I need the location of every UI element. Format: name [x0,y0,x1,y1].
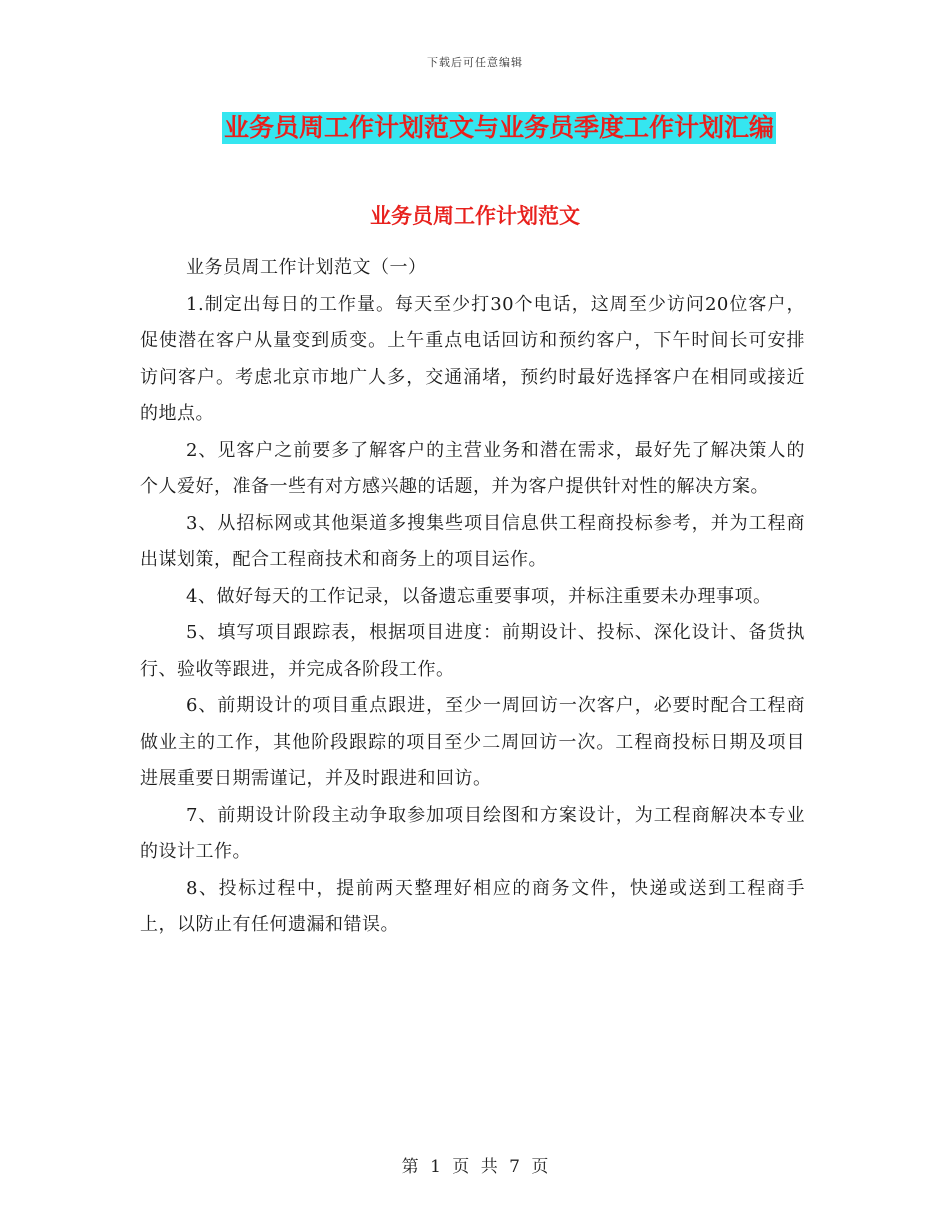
paragraph-item-5: 5、填写项目跟踪表，根据项目进度：前期设计、投标、深化设计、备货执行、验收等跟进，并完成各阶段工作。 [140,622,805,680]
paragraph-item-1: 1.制定出每日的工作量。每天至少打30个电话，这周至少访问20位客户，促使潜在客户从量变到质变。上午重点电话回访和预约客户，下午时间长可安排访问客户。考虑北京市地广人多，交通涌堵，预约时最好选择客户在相同或接近的地点。 [140,293,805,424]
paragraph-item-2: 2、见客户之前要多了解客户的主营业务和潜在需求，最好先了解决策人的个人爱好，准备一些有对方感兴趣的话题，并为客户提供针对性的解决方案。 [140,439,805,497]
paragraph-subtitle: 业务员周工作计划范文（一） [186,257,427,278]
paragraph-item-4: 4、做好每天的工作记录，以备遗忘重要事项，并标注重要未办理事项。 [186,585,772,607]
document-body [140,250,805,944]
paragraph-item-3: 3、从招标网或其他渠道多搜集些项目信息供工程商投标参考，并为工程商出谋划策，配合工程商技术和商务上的项目运作。 [140,512,805,570]
paragraph-item-8: 8、投标过程中，提前两天整理好相应的商务文件，快递或送到工程商手上，以防止有任何遗漏和错误。 [140,877,805,935]
document-main-title: 业务员周工作计划范文与业务员季度工作计划汇编 [223,113,774,142]
main-title-container [208,112,790,144]
paragraph-item-7: 7、前期设计阶段主动争取参加项目绘图和方案设计，为工程商解决本专业的设计工作。 [140,804,805,862]
page-header-note: 下载后可任意编辑 [427,56,523,69]
page-number-footer: 第 1 页 共 7 页 [401,1157,549,1177]
paragraph-item-6: 6、前期设计的项目重点跟进，至少一周回访一次客户，必要时配合工程商做业主的工作，其他阶段跟踪的项目至少二周回访一次。工程商投标日期及项目进展重要日期需谨记，并及时跟进和回访。 [140,695,805,789]
section-title: 业务员周工作计划范文 [370,204,580,228]
